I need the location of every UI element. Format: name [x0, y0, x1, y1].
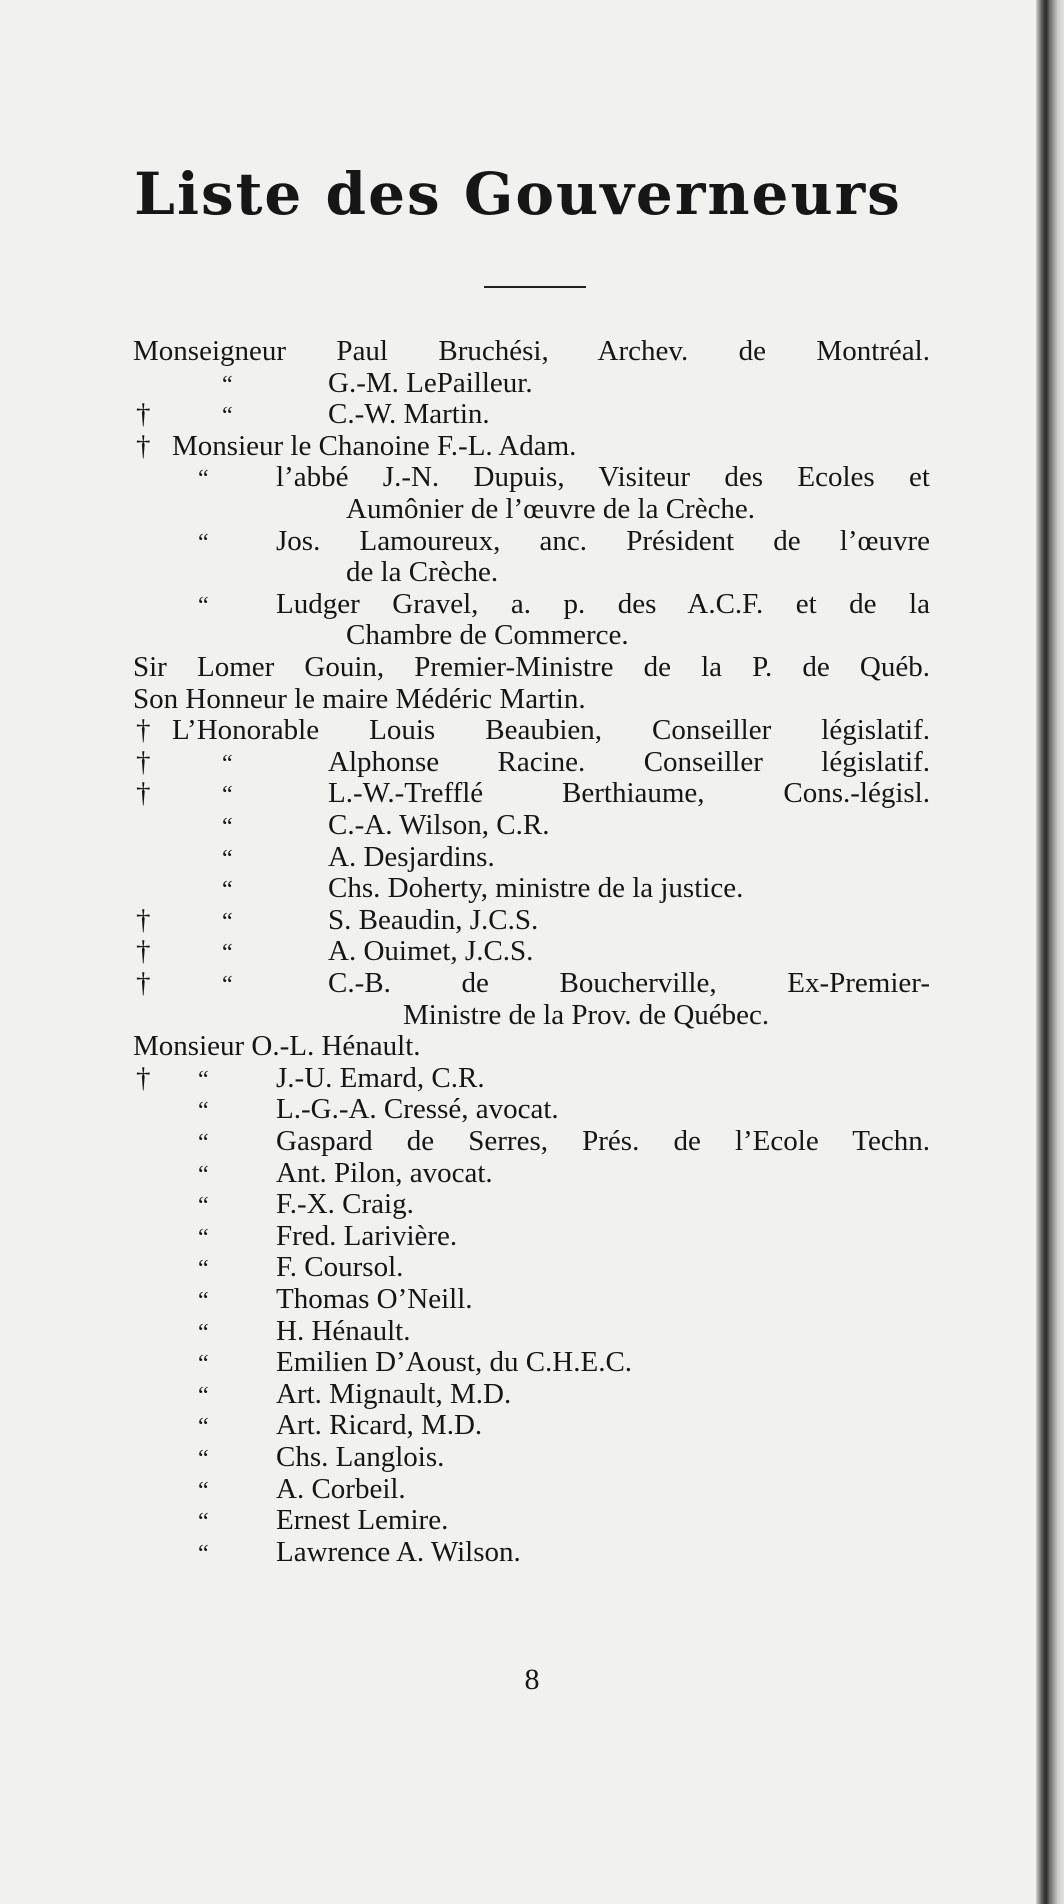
deceased-dagger-mark: †	[136, 1061, 151, 1094]
list-entry	[0, 1377, 1036, 1411]
entry-text: F. Coursol.	[276, 1251, 404, 1284]
book-spine-edge	[1036, 0, 1064, 1904]
list-entry	[0, 1282, 1036, 1316]
list-entry	[0, 587, 1036, 621]
ditto-mark: “	[198, 1098, 209, 1125]
ditto-mark: “	[198, 1288, 209, 1314]
entry-text: de la Crèche.	[346, 556, 499, 589]
list-entry	[0, 934, 1036, 968]
ditto-mark: “	[222, 782, 233, 809]
entry-text: C.-W. Martin.	[328, 398, 490, 431]
entry-text: Aumônier de l’œuvre de la Crèche.	[346, 493, 756, 525]
entry-text: A. Ouimet, J.C.S.	[328, 935, 534, 968]
list-entry	[0, 492, 1036, 526]
ditto-mark: “	[222, 371, 233, 398]
list-entry	[0, 1219, 1036, 1253]
list-entry	[0, 1124, 1036, 1158]
list-entry	[0, 998, 1036, 1032]
entry-text: Thomas O’Neill.	[276, 1283, 473, 1315]
ditto-mark: “	[198, 1224, 209, 1251]
list-entry	[0, 1408, 1036, 1442]
ditto-mark: “	[198, 1351, 209, 1378]
list-entry	[0, 366, 1036, 400]
entry-text: Gaspard de Serres, Prés. de l’Ecole Techn.	[276, 1125, 930, 1157]
ditto-mark: “	[198, 466, 209, 493]
ditto-mark: “	[198, 1446, 209, 1472]
entry-text: Fred. Larivière.	[276, 1219, 458, 1252]
entry-text: Ludger Gravel, a. p. des A.C.F. et de la	[276, 587, 930, 620]
entry-text: Chs. Langlois.	[276, 1441, 445, 1473]
entry-text: Chambre de Commerce.	[346, 619, 629, 652]
list-entry	[0, 903, 1036, 937]
deceased-dagger-mark: †	[136, 745, 151, 778]
entry-text: Art. Ricard, M.D.	[276, 1409, 483, 1442]
deceased-dagger-mark: †	[136, 429, 151, 462]
list-entry	[0, 460, 1036, 494]
entry-text: Ernest Lemire.	[276, 1504, 449, 1537]
list-entry	[0, 682, 1036, 716]
ditto-mark: “	[198, 1066, 209, 1093]
ditto-mark: “	[198, 592, 209, 619]
entry-text: S. Beaudin, J.C.S.	[328, 903, 539, 936]
entry-text: Son Honneur le maire Médéric Martin.	[133, 682, 586, 715]
entry-text: A. Corbeil.	[276, 1472, 406, 1505]
ditto-mark: “	[198, 1414, 209, 1441]
list-entry	[0, 966, 1036, 1000]
entry-text: Emilien D’Aoust, du C.H.E.C.	[276, 1346, 633, 1379]
page-title: Liste des Gouverneurs	[134, 160, 902, 228]
entry-text: H. Hénault.	[276, 1314, 411, 1347]
list-entry	[0, 1029, 1036, 1063]
ditto-mark: “	[222, 814, 233, 840]
ditto-mark: “	[222, 908, 233, 935]
ditto-mark: “	[222, 750, 233, 777]
entry-text: Sir Lomer Gouin, Premier-Ministre de la P. de Québ.	[133, 651, 930, 683]
list-entry	[0, 650, 1036, 684]
ditto-mark: “	[198, 1130, 209, 1156]
ditto-mark: “	[222, 940, 233, 967]
list-entry	[0, 808, 1036, 842]
list-entry	[0, 713, 1036, 747]
list-entry	[0, 524, 1036, 558]
ditto-mark: “	[222, 877, 233, 904]
list-entry	[0, 429, 1036, 463]
entry-text: Monsieur O.-L. Hénault.	[133, 1030, 421, 1063]
list-entry	[0, 334, 1036, 368]
ditto-mark: “	[222, 972, 233, 998]
entry-text: A. Desjardins.	[328, 840, 495, 873]
ditto-mark: “	[222, 403, 233, 430]
ditto-mark: “	[198, 1161, 209, 1188]
list-entry	[0, 1314, 1036, 1348]
entry-text: Lawrence A. Wilson.	[276, 1535, 521, 1568]
deceased-dagger-mark: †	[136, 903, 151, 936]
page-number: 8	[524, 1663, 540, 1696]
entry-text: F.-X. Craig.	[276, 1188, 414, 1221]
entry-text: L.-G.-A. Cressé, avocat.	[276, 1093, 559, 1126]
ditto-mark: “	[222, 845, 233, 872]
title-divider	[484, 286, 586, 288]
list-entry	[0, 1440, 1036, 1474]
list-entry	[0, 618, 1036, 652]
list-entry	[0, 1187, 1036, 1221]
list-entry	[0, 397, 1036, 431]
ditto-mark: “	[198, 1319, 209, 1346]
list-entry	[0, 1535, 1036, 1569]
ditto-mark: “	[198, 1509, 209, 1536]
ditto-mark: “	[198, 1477, 209, 1504]
entry-text: C.-B. de Boucherville, Ex-Premier-	[328, 967, 930, 999]
entry-text: Ant. Pilon, avocat.	[276, 1156, 493, 1189]
entry-text: Ministre de la Prov. de Québec.	[403, 998, 770, 1031]
entry-text: J.-U. Emard, C.R.	[276, 1061, 485, 1094]
list-entry	[0, 555, 1036, 589]
entry-text: Monseigneur Paul Bruchési, Archev. de Montréal.	[133, 335, 930, 367]
list-entry	[0, 840, 1036, 874]
deceased-dagger-mark: †	[136, 967, 151, 999]
list-entry	[0, 1250, 1036, 1284]
entry-text: L’Honorable Louis Beaubien, Conseiller législatif.	[172, 714, 930, 747]
deceased-dagger-mark: †	[136, 777, 151, 810]
deceased-dagger-mark: †	[136, 398, 151, 431]
list-entry	[0, 871, 1036, 905]
ditto-mark: “	[198, 529, 209, 556]
entry-text: C.-A. Wilson, C.R.	[328, 809, 550, 841]
entry-text: L.-W.-Trefflé Berthiaume, Cons.-législ.	[328, 777, 930, 810]
entry-text: Alphonse Racine. Conseiller législatif.	[328, 745, 930, 778]
ditto-mark: “	[198, 1382, 209, 1409]
ditto-mark: “	[198, 1256, 209, 1283]
deceased-dagger-mark: †	[136, 714, 151, 747]
entry-text: Chs. Doherty, ministre de la justice.	[328, 872, 744, 905]
entry-text: l’abbé J.-N. Dupuis, Visiteur des Ecoles et	[276, 461, 930, 494]
list-entry	[0, 1503, 1036, 1537]
entry-text: Art. Mignault, M.D.	[276, 1377, 512, 1410]
ditto-mark: “	[198, 1540, 209, 1567]
list-entry	[0, 1092, 1036, 1126]
list-entry	[0, 745, 1036, 779]
list-entry	[0, 1061, 1036, 1095]
list-entry	[0, 1345, 1036, 1379]
ditto-mark: “	[198, 1193, 209, 1220]
list-entry	[0, 776, 1036, 810]
list-entry	[0, 1472, 1036, 1506]
entry-text: Monsieur le Chanoine F.-L. Adam.	[172, 429, 577, 462]
list-entry	[0, 1156, 1036, 1190]
entry-text: Jos. Lamoureux, anc. Président de l’œuvre	[276, 524, 930, 557]
entry-text: G.-M. LePailleur.	[328, 366, 533, 399]
deceased-dagger-mark: †	[136, 935, 151, 968]
